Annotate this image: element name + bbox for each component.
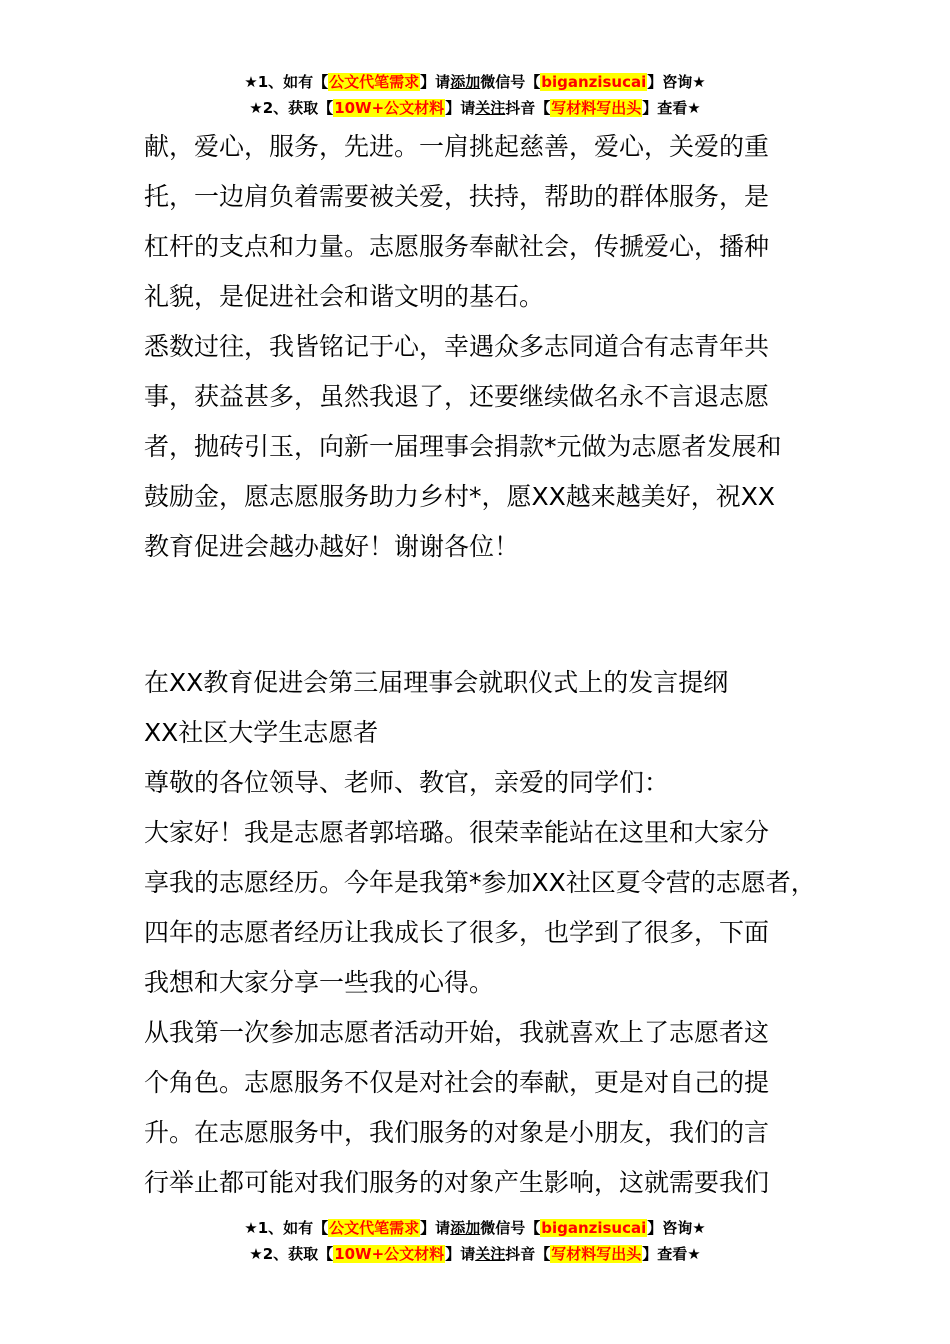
- footer-banner: [0, 1215, 950, 1267]
- highlight-text: biganzisucai: [541, 1219, 647, 1237]
- banner-line-2: [0, 95, 950, 121]
- banner-text: 】请: [445, 1245, 476, 1263]
- banner-text: 】咨询★: [647, 73, 706, 91]
- body-line: 礼貌，是促进社会和谐文明的基石。: [144, 282, 545, 311]
- underlined-text: 关注: [475, 1245, 506, 1263]
- body-line: 杠杆的支点和力量。志愿服务奉献社会，传搋爱心，播种: [144, 232, 770, 261]
- speaker-line: XX社区大学生志愿者: [144, 718, 379, 747]
- banner-text: ★2、获取【: [249, 99, 334, 117]
- underlined-text: 关注: [475, 99, 506, 117]
- banner-line-2: [0, 1241, 950, 1267]
- section-gap: [144, 572, 844, 658]
- body-line: 个角色。志愿服务不仅是对社会的奉献，更是对自己的提: [144, 1068, 770, 1097]
- banner-text: ★1、如有【: [244, 1219, 329, 1237]
- banner-text: 】请: [420, 73, 451, 91]
- highlight-text: 写材料写出头: [551, 1245, 642, 1263]
- highlight-text: biganzisucai: [541, 73, 647, 91]
- highlight-text: 公文代笔需求: [329, 1219, 420, 1237]
- body-line: 者，抛砖引玉，向新一届理事会捐款*元做为志愿者发展和: [144, 432, 782, 461]
- document-body: [144, 122, 844, 1208]
- banner-text: 微信号【: [480, 1219, 541, 1237]
- banner-text: ★1、如有【: [244, 73, 329, 91]
- banner-text: 】请: [445, 99, 476, 117]
- body-line: 托，一边肩负着需要被关爱，扶持，帮助的群体服务，是: [144, 182, 770, 211]
- body-line: 事，获益甚多，虽然我退了，还要继续做名永不言退志愿: [144, 382, 770, 411]
- banner-text: 抖音【: [505, 1245, 551, 1263]
- banner-text: 】查看★: [642, 99, 701, 117]
- banner-line-1: [0, 69, 950, 95]
- highlight-text: 10W+公文材料: [334, 1245, 445, 1263]
- body-line: 献，爱心，服务，先进。一肩挑起慈善，爱心，关爱的重: [144, 132, 770, 161]
- banner-line-1: [0, 1215, 950, 1241]
- banner-text: 抖音【: [505, 99, 551, 117]
- banner-text: 】请: [420, 1219, 451, 1237]
- header-banner: [0, 69, 950, 121]
- speech-title: 在XX教育促进会第三届理事会就职仪式上的发言提纲: [144, 668, 729, 697]
- highlight-text: 10W+公文材料: [334, 99, 445, 117]
- body-line: 大家好！我是志愿者郭培璐。很荣幸能站在这里和大家分: [144, 818, 770, 847]
- body-line: 行举止都可能对我们服务的对象产生影响，这就需要我们: [144, 1168, 770, 1197]
- body-line: 升。在志愿服务中，我们服务的对象是小朋友，我们的言: [144, 1118, 770, 1147]
- banner-text: 微信号【: [480, 73, 541, 91]
- highlight-text: 公文代笔需求: [329, 73, 420, 91]
- underlined-text: 添加: [450, 73, 481, 91]
- body-line: 享我的志愿经历。今年是我第*参加XX社区夏令营的志愿者，: [144, 868, 816, 897]
- highlight-text: 写材料写出头: [551, 99, 642, 117]
- body-line: 鼓励金，愿志愿服务助力乡村*，愿XX越来越美好，祝XX: [144, 482, 776, 511]
- body-line: 四年的志愿者经历让我成长了很多，也学到了很多，下面: [144, 918, 770, 947]
- body-line: 我想和大家分享一些我的心得。: [144, 968, 495, 997]
- body-line: 教育促进会越办越好！谢谢各位！: [144, 532, 520, 561]
- body-line: 悉数过往，我皆铭记于心，幸遇众多志同道合有志青年共: [144, 332, 770, 361]
- underlined-text: 添加: [450, 1219, 481, 1237]
- salutation: 尊敬的各位领导、老师、教官，亲爱的同学们：: [144, 768, 670, 797]
- banner-text: 】咨询★: [647, 1219, 706, 1237]
- banner-text: 】查看★: [642, 1245, 701, 1263]
- body-line: 从我第一次参加志愿者活动开始，我就喜欢上了志愿者这: [144, 1018, 770, 1047]
- banner-text: ★2、获取【: [249, 1245, 334, 1263]
